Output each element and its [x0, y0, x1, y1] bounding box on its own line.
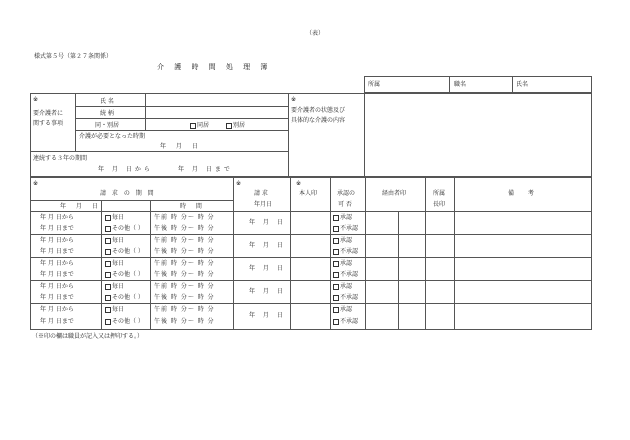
col-approve-2: 可 否	[338, 201, 352, 208]
care-needed-label: 介護が必要となった時期	[79, 133, 146, 140]
col-via-header: 経由者印	[382, 190, 407, 197]
page: （表） 様式第５号（第２７条関係） 介 護 時 間 処 理 簿 所属 職名 氏名 ※ 要介護者に 関する事項 氏 名 続 柄 同・別居 同居 別居 介護が必要となった時期 年 月 日 連続する３年の期間 年 月 日から 年 月 日まで ※ 要介護者の状態及び 具体的な介護の内容 ※ ※ ※ 請 求 の 期 間 年 月 日 時 間 請 求 年月日 本人印 承認の 可 否 経由者印 所属 長印 備 考 年 月 日から 年 月 日まで 毎日 その他（ ） 午前 時 分～ 時 分 午後 時 分～ 時 分 年 月 日 承認 不承認 年 月 日から 年 月 日まで 毎日 その他（ ） 午前 時 分～ 時 分 午後 時 分～ 時 分 年 月 日 承認 不承認 年 月 日から 年 月 日まで 毎日 その他（ ） 午前 時 分～ 時 分 午後 時 分～ 時 分 年 月 日 承認 不承認 年 月 日から 年 月 日まで 毎日 その他（ ） 午前 時 分～ 時 分 午後 時 分～ 時 分 年 月 日 承認 不承認 年 月 日から 年 月 日まで 毎日 その他（ ） 午前 時 分～ 時 分 午後 時 分～ 時 分 年 月 日 承認 不承認 （※印の欄は職員が記入又は押印する。）	[0, 0, 630, 440]
col-req-date-2: 年月日	[254, 201, 273, 208]
checkbox-icon	[105, 272, 111, 278]
checkbox-icon	[333, 284, 339, 290]
period-from: 年 月 日から	[98, 166, 153, 173]
checkbox-icon	[333, 215, 339, 221]
col-remarks-header: 備 考	[508, 190, 540, 197]
opt-same-living[interactable]: 同居	[190, 122, 209, 129]
checkbox-icon	[105, 215, 111, 221]
request-period-header: 請 求 の 期 間	[100, 190, 156, 197]
staff-row	[364, 76, 592, 93]
checkbox-icon	[333, 226, 339, 232]
checkbox-icon	[333, 272, 339, 278]
state-mark: ※	[291, 96, 297, 103]
page-title: 介 護 時 間 処 理 簿	[157, 63, 272, 71]
col-time-header: 時 間	[180, 203, 206, 210]
checkbox-icon	[333, 307, 339, 313]
checkbox-icon	[105, 307, 111, 313]
field-relation-label: 続 柄	[100, 110, 114, 117]
care-needed-date: 年 月 日	[160, 143, 202, 150]
field-name-label: 氏 名	[100, 98, 114, 105]
col-dept-2: 長印	[433, 201, 446, 208]
dept-label: 所属	[368, 81, 381, 88]
checkbox-icon	[105, 284, 111, 290]
state-line1: 要介護者の状態及び	[291, 107, 346, 114]
col-date-header: 年 月 日	[60, 203, 102, 210]
checkbox-icon	[105, 226, 111, 232]
form-number: 様式第５号（第２７条関係）	[34, 53, 113, 60]
footnote: （※印の欄は職員が記入又は押印する。）	[32, 333, 144, 340]
care-target-line2: 関する事項	[33, 120, 64, 127]
col-dept-1: 所属	[433, 190, 446, 197]
checkbox-icon	[105, 249, 111, 255]
table-mark-left: ※	[33, 180, 39, 187]
care-target-line1: 要介護者に	[33, 110, 64, 117]
name-label: 氏名	[516, 81, 529, 88]
checkbox-icon	[333, 261, 339, 267]
state-line2: 具体的な介護の内容	[291, 117, 346, 124]
period-to: 年 月 日まで	[178, 166, 233, 173]
checkbox-icon	[226, 123, 232, 129]
checkbox-icon	[333, 295, 339, 301]
opt-separate-living[interactable]: 別居	[226, 122, 245, 129]
position-label: 職名	[454, 81, 467, 88]
checkbox-icon	[333, 319, 339, 325]
upper-mark: ※	[33, 96, 39, 103]
col-seal-header: 本人印	[299, 190, 318, 197]
checkbox-icon	[105, 319, 111, 325]
field-living-label: 同・別居	[95, 122, 120, 129]
checkbox-icon	[333, 249, 339, 255]
checkbox-icon	[105, 295, 111, 301]
col-approve-1: 承認の	[337, 190, 356, 197]
table-mark-mid: ※	[236, 180, 242, 187]
col-req-date-1: 請 求	[254, 190, 268, 197]
checkbox-icon	[105, 238, 111, 244]
table-mark-right: ※	[296, 180, 302, 187]
period-label: 連続する３年の期間	[33, 155, 88, 162]
checkbox-icon	[190, 123, 196, 129]
checkbox-icon	[333, 238, 339, 244]
top-mark: （表）	[306, 30, 325, 37]
checkbox-icon	[105, 261, 111, 267]
